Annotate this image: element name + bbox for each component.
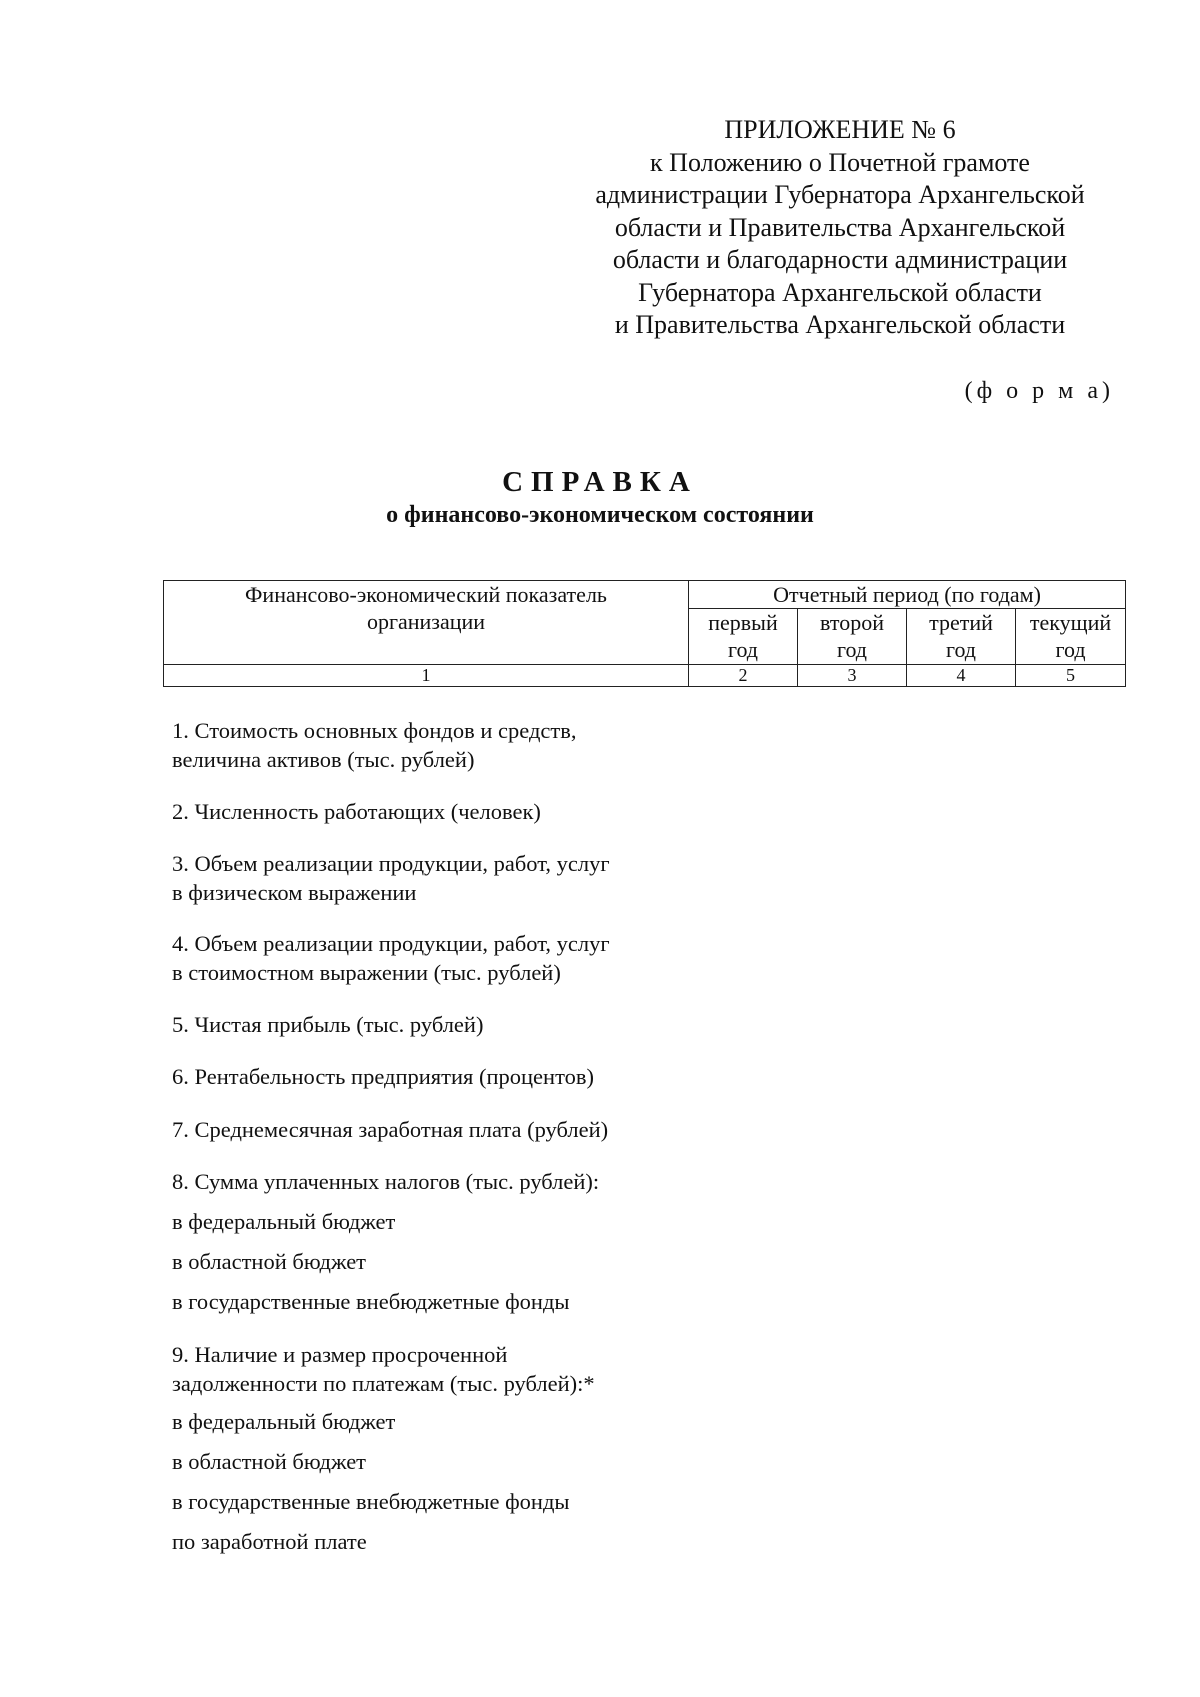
indicator-line: в областной бюджет xyxy=(172,1249,367,1274)
appendix-line: и Правительства Архангельской области xyxy=(614,310,1066,339)
indicator-line: 6. Рентабельность предприятия (процентов) xyxy=(172,1064,594,1089)
indicator-line: 9. Наличие и размер просроченной xyxy=(172,1342,508,1367)
indicator-line: 3. Объем реализации продукции, работ, услуг xyxy=(172,851,610,876)
year-header-line: текущий xyxy=(1029,610,1112,635)
appendix-line: области и благодарности администрации xyxy=(612,245,1068,274)
indicator-line: 1. Стоимость основных фондов и средств, xyxy=(172,718,577,743)
indicator-line: задолженности по платежам (тыс. рублей):* xyxy=(172,1371,595,1396)
form-label: (ф о р м а) xyxy=(964,378,1114,404)
indicator-line: 7. Среднемесячная заработная плата (рублей) xyxy=(172,1117,609,1142)
year-header-line: третий xyxy=(929,610,993,635)
indicator-line: 5. Чистая прибыль (тыс. рублей) xyxy=(172,1012,484,1037)
year-column-header xyxy=(689,609,798,665)
indicator-line: в государственные внебюджетные фонды xyxy=(172,1289,570,1314)
column-number: 4 xyxy=(907,665,1016,687)
year-header-line: год xyxy=(945,637,977,662)
year-header-line: год xyxy=(1055,637,1086,662)
indicator-table xyxy=(163,580,1126,687)
period-header: Отчетный период (по годам) xyxy=(689,581,1126,609)
column-number: 3 xyxy=(798,665,907,687)
appendix-header xyxy=(560,114,1120,342)
appendix-line: администрации Губернатора Архангельской xyxy=(595,180,1085,209)
column-number: 2 xyxy=(689,665,798,687)
year-header-line: первый xyxy=(708,610,778,635)
appendix-line: к Положению о Почетной грамоте xyxy=(650,147,1030,177)
indicator-line: 8. Сумма уплаченных налогов (тыс. рублей): xyxy=(172,1169,600,1194)
indicator-line: в государственные внебюджетные фонды xyxy=(172,1489,570,1514)
indicator-line: по заработной плате xyxy=(172,1529,367,1554)
indicator-header-line: организации xyxy=(366,609,486,634)
document-title: СПРАВКА xyxy=(502,466,698,498)
document-subtitle: о финансово-экономическом состоянии xyxy=(386,502,814,528)
indicator-column-header xyxy=(164,581,689,665)
column-number: 5 xyxy=(1016,665,1126,687)
year-header-line: второй xyxy=(820,610,884,635)
appendix-title: ПРИЛОЖЕНИЕ № 6 xyxy=(724,115,956,144)
appendix-line: Губернатора Архангельской области xyxy=(638,277,1042,307)
indicator-line: величина активов (тыс. рублей) xyxy=(172,747,475,772)
indicator-line: в областной бюджет xyxy=(172,1449,367,1474)
indicator-line: 2. Численность работающих (человек) xyxy=(172,799,541,824)
indicator-line: в федеральный бюджет xyxy=(172,1409,396,1434)
column-number: 1 xyxy=(164,665,689,687)
indicator-header-line: Финансово-экономический показатель xyxy=(245,582,607,607)
year-header-line: год xyxy=(836,637,868,662)
indicator-line: в физическом выражении xyxy=(172,880,417,905)
year-column-header xyxy=(907,609,1016,665)
year-column-header xyxy=(798,609,907,665)
indicator-line: в федеральный бюджет xyxy=(172,1209,396,1234)
year-header-line: год xyxy=(727,637,759,662)
indicator-line: в стоимостном выражении (тыс. рублей) xyxy=(172,960,561,985)
year-column-header xyxy=(1016,609,1126,665)
appendix-line: области и Правительства Архангельской xyxy=(614,212,1066,242)
indicator-line: 4. Объем реализации продукции, работ, услуг xyxy=(172,931,610,956)
